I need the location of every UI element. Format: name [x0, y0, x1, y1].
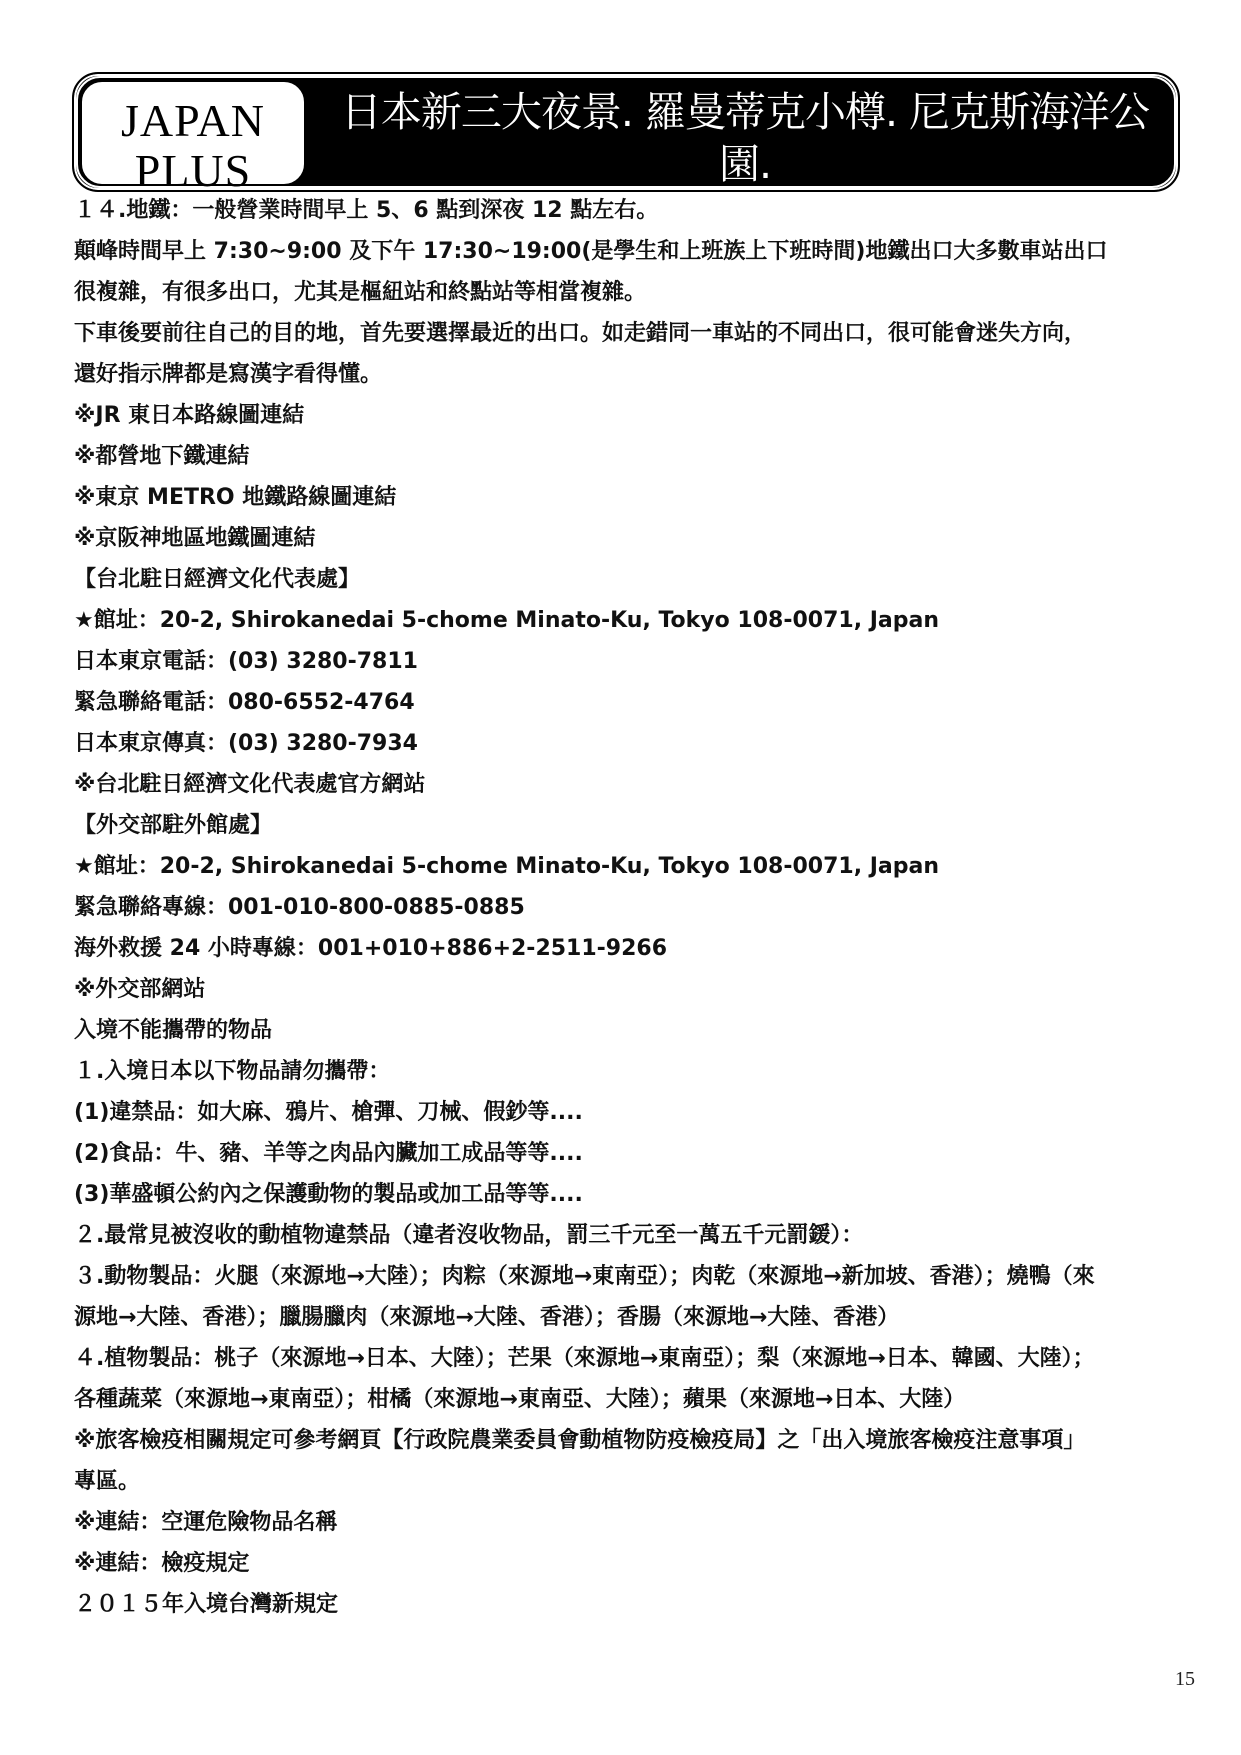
- text-line: 還好指示牌都是寫漢字看得懂。: [74, 362, 383, 387]
- text-line: ２.最常見被沒收的動植物違禁品（違者沒收物品，罰三千元至一萬五千元罰鍰）：: [74, 1223, 864, 1248]
- link-quarantine-rules[interactable]: ※連結：檢疫規定: [74, 1551, 250, 1576]
- text-line: 源地→大陸、香港）；臘腸臘肉（來源地→大陸、香港）；香腸（來源地→大陸、香港）: [74, 1305, 900, 1330]
- text-line: (2)食品：牛、豬、羊等之肉品內臟加工成品等等....: [74, 1141, 583, 1166]
- link-toei-subway[interactable]: ※都營地下鐵連結: [74, 444, 250, 469]
- text-line: ※旅客檢疫相關規定可參考網頁【行政院農業委員會動植物防疫檢疫局】之「出入境旅客檢疫注意事項」: [74, 1428, 1086, 1453]
- brand-line-2: PLUS: [134, 145, 252, 196]
- text-line: 下車後要前往自己的目的地，首先要選擇最近的出口。如走錯同一車站的不同出口，很可能會迷失方向，: [74, 321, 1087, 346]
- text-line: １４.地鐵：一般營業時間早上 5、6 點到深夜 12 點左右。: [74, 198, 659, 223]
- link-keihanshin-map[interactable]: ※京阪神地區地鐵圖連結: [74, 526, 316, 551]
- text-line: 日本東京電話：(03) 3280-7811: [74, 649, 418, 674]
- link-jr-east-map[interactable]: ※JR 東日本路線圖連結: [74, 403, 305, 428]
- section-heading: 【台北駐日經濟文化代表處】: [74, 567, 361, 592]
- text-line: ★館址：20-2, Shirokanedai 5-chome Minato-Ku, Tokyo 108-0071, Japan: [74, 608, 939, 633]
- tour-title-line-1: 日本新三大夜景. 羅曼蒂克小樽. 尼克斯海洋公園.: [340, 88, 1150, 188]
- text-line: 很複雜，有很多出口，尤其是樞紐站和終點站等相當複雜。: [74, 280, 647, 305]
- section-heading: 【外交部駐外館處】: [74, 813, 273, 838]
- section-heading: ２０１５年入境台灣新規定: [74, 1592, 339, 1617]
- text-line: 專區。: [74, 1469, 141, 1494]
- link-mofa-website[interactable]: ※外交部網站: [74, 977, 206, 1002]
- document-body: [74, 190, 1204, 1625]
- text-line: 日本東京傳真：(03) 3280-7934: [74, 731, 418, 756]
- text-line: 緊急聯絡專線：001-010-800-0885-0885: [74, 895, 525, 920]
- text-line: 各種蔬菜（來源地→東南亞）；柑橘（來源地→東南亞、大陸）；蘋果（來源地→日本、大陸）: [74, 1387, 966, 1412]
- link-tecro-website[interactable]: ※台北駐日經濟文化代表處官方網站: [74, 772, 426, 797]
- text-line: ４.植物製品：桃子（來源地→日本、大陸）；芒果（來源地→東南亞）；梨（來源地→日本、韓國、大陸）；: [74, 1346, 1095, 1371]
- page-number: 15: [1175, 1668, 1195, 1690]
- text-line: 顛峰時間早上 7:30~9:00 及下午 17:30~19:00(是學生和上班族上下班時間)地鐵出口大多數車站出口: [74, 239, 1108, 264]
- text-line: (3)華盛頓公約內之保護動物的製品或加工品等等....: [74, 1182, 583, 1207]
- link-tokyo-metro-map[interactable]: ※東京 METRO 地鐵路線圖連結: [74, 485, 397, 510]
- text-line: ★館址：20-2, Shirokanedai 5-chome Minato-Ku, Tokyo 108-0071, Japan: [74, 854, 939, 879]
- text-line: ３.動物製品：火腿（來源地→大陸）；肉粽（來源地→東南亞）；肉乾（來源地→新加坡、香港）；燒鴨（來: [74, 1264, 1095, 1289]
- tour-title-line-2: 北海道溫泉五日: [605, 192, 885, 240]
- text-line: 緊急聯絡電話：080-6552-4764: [74, 690, 415, 715]
- brand-logo-box: [80, 80, 306, 196]
- text-line: (1)違禁品：如大麻、鴉片、槍彈、刀械、假鈔等....: [74, 1100, 583, 1125]
- section-heading: 入境不能攜帶的物品: [74, 1018, 273, 1043]
- text-line: １.入境日本以下物品請勿攜帶：: [74, 1059, 391, 1084]
- brand-line-1: JAPAN: [121, 95, 265, 146]
- text-line: 海外救援 24 小時專線：001+010+886+2-2511-9266: [74, 936, 668, 961]
- link-dangerous-goods[interactable]: ※連結：空運危險物品名稱: [74, 1510, 338, 1535]
